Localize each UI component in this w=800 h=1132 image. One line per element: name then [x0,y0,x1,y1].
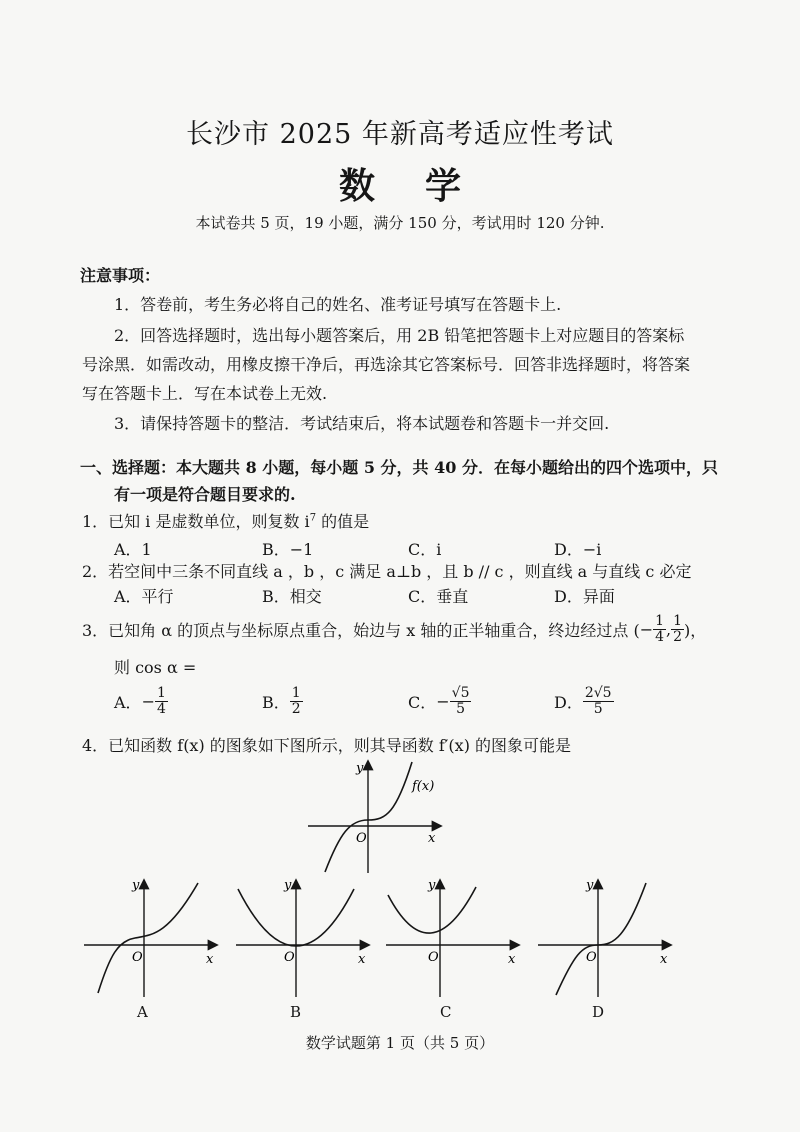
question-1-option-a: A．1 [114,540,152,559]
option-d-curve [556,883,646,995]
question-3-option-b: B． $\frac{1}{2}$ [262,685,301,717]
question-1-option-d: D．−i [554,540,602,559]
point-x-fraction: $\frac{1}{4}$ [655,613,665,645]
section-heading-line-1: 一、选择题：本大题共 8 小题，每小题 5 分，共 40 分．在每小题给出的四个选项中，只 [80,458,718,477]
y-axis-label: y [356,761,364,776]
option-c-x-label: x [508,952,516,967]
option-b-y-label: y [284,878,292,893]
option-c-origin-label: O [428,950,439,965]
option-c-y-label: y [428,878,436,893]
exam-meta: 本试卷共 5 页，19 小题，满分 150 分，考试用时 120 分钟. [195,214,605,232]
option-graph-d [534,875,674,1000]
function-graph [300,758,450,876]
option-graph-a [80,875,220,1000]
option-d-x-label: x [660,952,668,967]
exam-title: 长沙市 2025 年新高考适应性考试 [186,119,614,150]
option-a-y-label: y [132,878,140,893]
question-2-stem: 2．若空间中三条不同直线 a ，b ，c 满足 a⊥b ，且 b // c ，则直线 a 与直线 c 必定 [82,562,692,581]
question-1-option-c: C．i [408,540,442,559]
note-item-2-line-2: 号涂黑．如需改动，用橡皮擦干净后，再选涂其它答案标号．回答非选择题时，将答案 [82,355,691,374]
option-c-curve [388,887,476,933]
question-3-option-c: C． − $\frac{√5}{5}$ [408,685,470,717]
page-footer: 数学试题第 1 页（共 5 页） [305,1034,495,1052]
question-3-option-a: A． − $\frac{1}{4}$ [114,685,166,717]
note-item-2-line-3: 写在答题卡上．写在本试卷上无效. [82,384,328,403]
option-b-origin-label: O [284,950,295,965]
option-a-x-label: x [206,952,214,967]
question-1-stem: 1．已知 i 是虚数单位，则复数 $i^7$ 的值是 [82,512,370,531]
option-graph-b [232,875,372,1000]
origin-label: O [356,831,367,846]
option-a-origin-label: O [132,950,143,965]
question-2-option-d: D．异面 [554,587,615,606]
question-4-stem: 4．已知函数 f(x) 的图象如下图所示，则其导函数 f′(x) 的图象可能是 [82,736,572,755]
option-b-label: B [290,1003,302,1021]
note-item-3: 3．请保持答题卡的整洁．考试结束后，将本试题卷和答题卡一并交回. [114,414,610,433]
question-2-option-a: A．平行 [114,587,174,606]
option-d-origin-label: O [586,950,597,965]
note-item-2-line-1: 2．回答选择题时，选出每小题答案后，用 2B 铅笔把答题卡上对应题目的答案标 [114,326,685,345]
question-3-stem: 3．已知角 α 的顶点与坐标原点重合，始边与 x 轴的正半轴重合，终边经过点 ( − $\frac{1}{4}$ , $\frac{1}{2}$ )， [82,613,707,645]
question-2-option-c: C．垂直 [408,587,469,606]
fx-label: f(x) [412,779,435,794]
question-1-option-b: B．−1 [262,540,314,559]
x-axis-label: x [428,831,436,846]
question-3-line-2: 则 cos α = [114,658,197,677]
subject-title: 数学 [338,165,511,207]
note-item-1: 1．答卷前，考生务必将自己的姓名、准考证号填写在答题卡上. [114,295,562,314]
option-d-y-label: y [586,878,594,893]
option-b-x-label: x [358,952,366,967]
section-heading-line-2: 有一项是符合题目要求的. [114,485,296,504]
option-graph-c [382,875,522,1000]
point-y-fraction: $\frac{1}{2}$ [673,613,683,645]
question-2-option-b: B．相交 [262,587,322,606]
option-d-label: D [592,1003,605,1021]
option-c-label: C [440,1003,452,1021]
option-a-label: A [137,1003,148,1021]
notes-heading: 注意事项： [80,266,161,285]
option-a-curve [98,883,198,993]
question-3-option-d: D． $\frac{2√5}{5}$ [554,685,612,717]
